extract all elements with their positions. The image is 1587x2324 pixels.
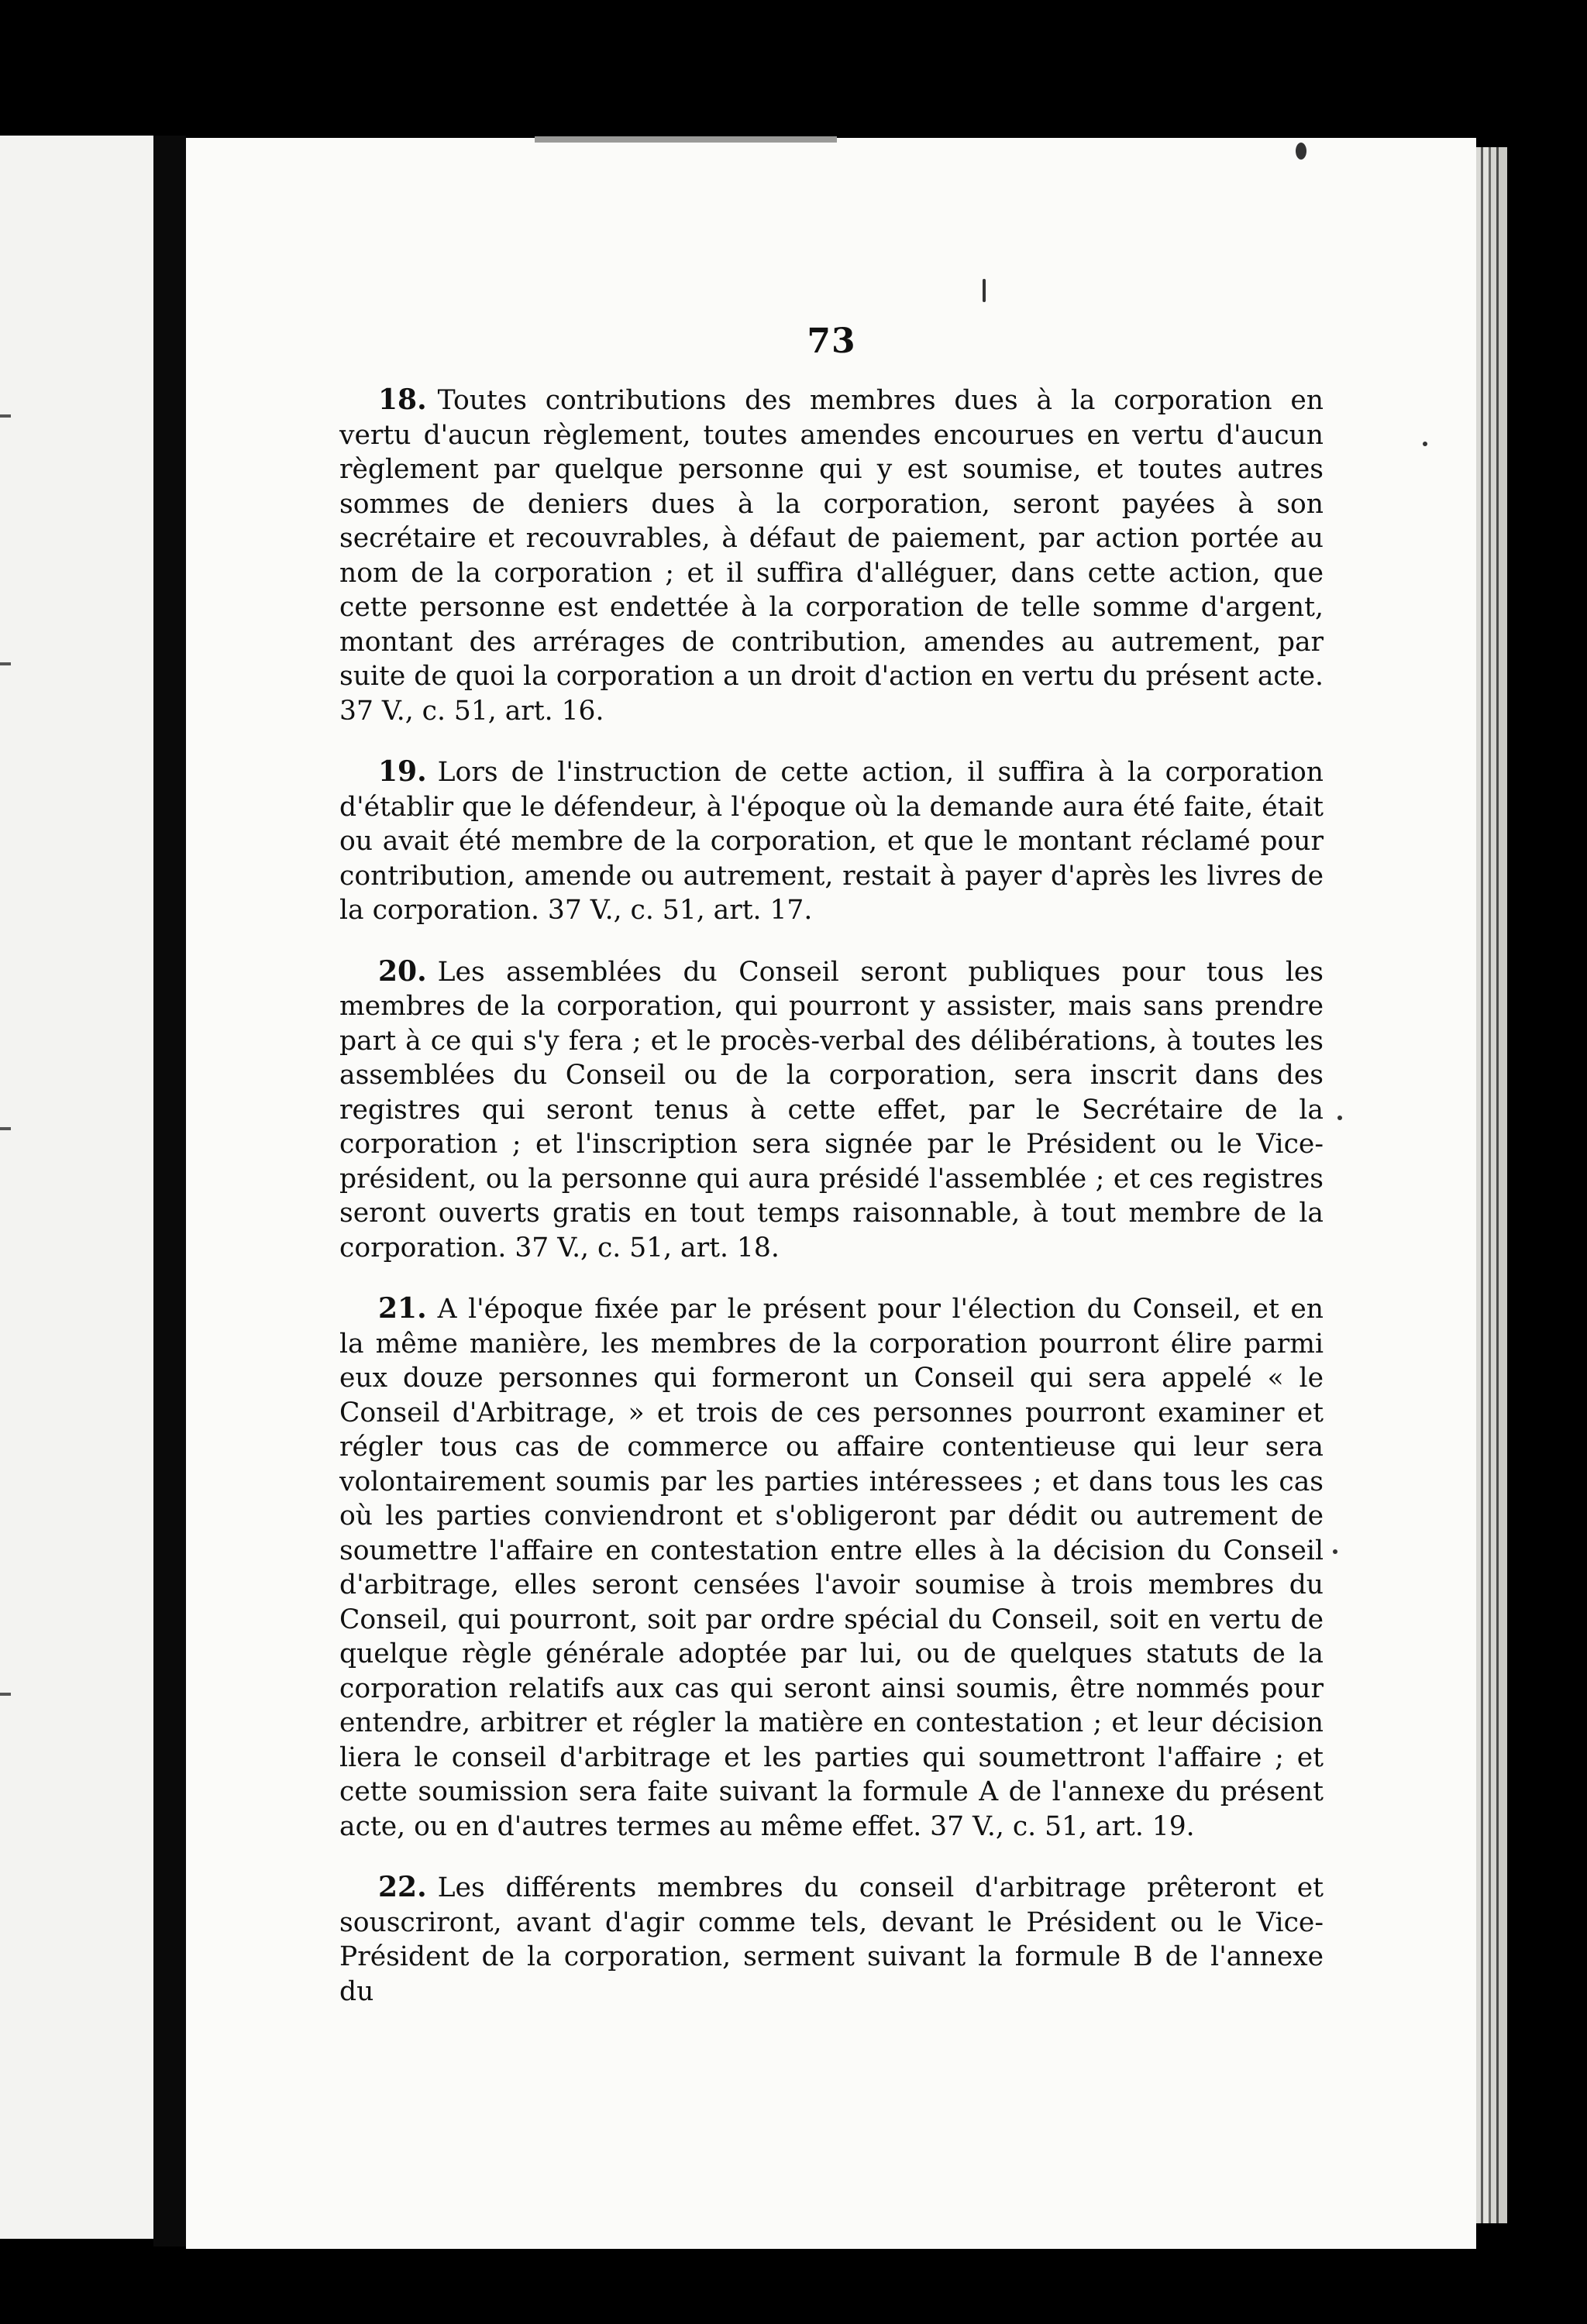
book-gutter [153, 136, 186, 2247]
article-text: Les assemblées du Conseil seront publiques pour tous les membres de la corporation, qui pourront y assister, mais sans prendre part à ce qui s'y fera ; et le procès-verbal des délibérations, à toutes les assemblées du Conseil ou de la corporation, sera inscrit dans des registres qui seront tenus à cette effet, par le Secrétaire de la corporation ; et l'inscription sera signée par le Président ou le Vice-président, ou la personne qui aura présidé l'assemblée ; et ces registres seront ouverts gratis en tout temps raisonnable, à tout membre de la corporation. 37 V., c. 51, art. 18. [339, 956, 1324, 1263]
article-19 [339, 755, 1324, 928]
margin-mark [0, 1693, 11, 1696]
scan-speck [1296, 143, 1306, 160]
previous-page-edge [0, 136, 153, 2239]
page-top-rule [535, 136, 837, 143]
article-21 [339, 1291, 1324, 1844]
article-number: 19. [378, 755, 427, 788]
page-stack-edge [1476, 147, 1507, 2223]
article-text: Les différents membres du conseil d'arbitrage prêteront et souscriront, avant d'agir comme tels, devant le Président ou le Vice-Président de la corporation, serment suivant la formule B de l'annexe du [339, 1872, 1324, 2007]
margin-mark [0, 414, 11, 418]
scan-speck [1337, 1116, 1342, 1120]
scan-speck [1333, 1549, 1337, 1554]
scan-speck [1423, 442, 1427, 446]
article-18 [339, 383, 1324, 728]
page-text [339, 321, 1324, 2035]
article-number: 21. [378, 1292, 427, 1325]
article-number: 20. [378, 954, 427, 988]
article-text: A l'époque fixée par le présent pour l'élection du Conseil, et en la même manière, les membres de la corporation pourront élire parmi eux douze personnes qui formeront un Conseil qui sera appelé « le Conseil d'Arbitrage, » et trois de ces personnes pourront examiner et régler tous cas de commerce ou affaire contentieuse qui leur sera volontairement soumis par les parties intéressees ; et dans tous les cas où les parties conviendront et s'obligeront par dédit ou autrement de soumettre l'affaire en contestation entre elles à la décision du Conseil d'arbitrage, elles seront censées l'avoir soumise à trois membres du Conseil, qui pourront, soit par ordre spécial du Conseil, soit en vertu de quelque règle générale adoptée par lui, ou de quelques statuts de la corporation relatifs aux cas qui seront ainsi soumis, être nommés pour entendre, arbitrer et régler la matière en contestation ; et leur décision liera le conseil d'arbitrage et les parties qui soumettront l'affaire ; et cette soumission sera faite suivant la formule A de l'annexe du présent acte, ou en d'autres termes au même effet. 37 V., c. 51, art. 19. [339, 1294, 1324, 1842]
article-number: 18. [378, 383, 427, 416]
article-text: Lors de l'instruction de cette action, il suffira à la corporation d'établir que le défendeur, à l'époque où la demande aura été faite, était ou avait été membre de la corporation, et que le montant réclamé pour contribution, amende ou autrement, restait à payer d'après les livres de la corporation. 37 V., c. 51, art. 17. [339, 757, 1324, 926]
article-20 [339, 954, 1324, 1266]
margin-mark [0, 1127, 11, 1130]
article-22 [339, 1870, 1324, 2009]
margin-mark [0, 662, 11, 665]
article-text: Toutes contributions des membres dues à la corporation en vertu d'aucun règlement, toutes amendes encourues en vertu d'aucun règlement par quelque personne qui y est soumise, et toutes autres sommes de deniers dues à la corporation, seront payées à son secrétaire et recouvrables, à défaut de paiement, par action portée au nom de la corporation ; et il suffira d'alléguer, dans cette action, que cette personne est endettée à la corporation de telle somme d'argent, montant des arrérages de contribution, amendes au autrement, par suite de quoi la corporation a un droit d'action en vertu du présent acte. 37 V., c. 51, art. 16. [339, 385, 1324, 727]
page-number: 73 [807, 321, 856, 361]
article-number: 22. [378, 1871, 427, 1903]
scan-speck [983, 279, 986, 302]
